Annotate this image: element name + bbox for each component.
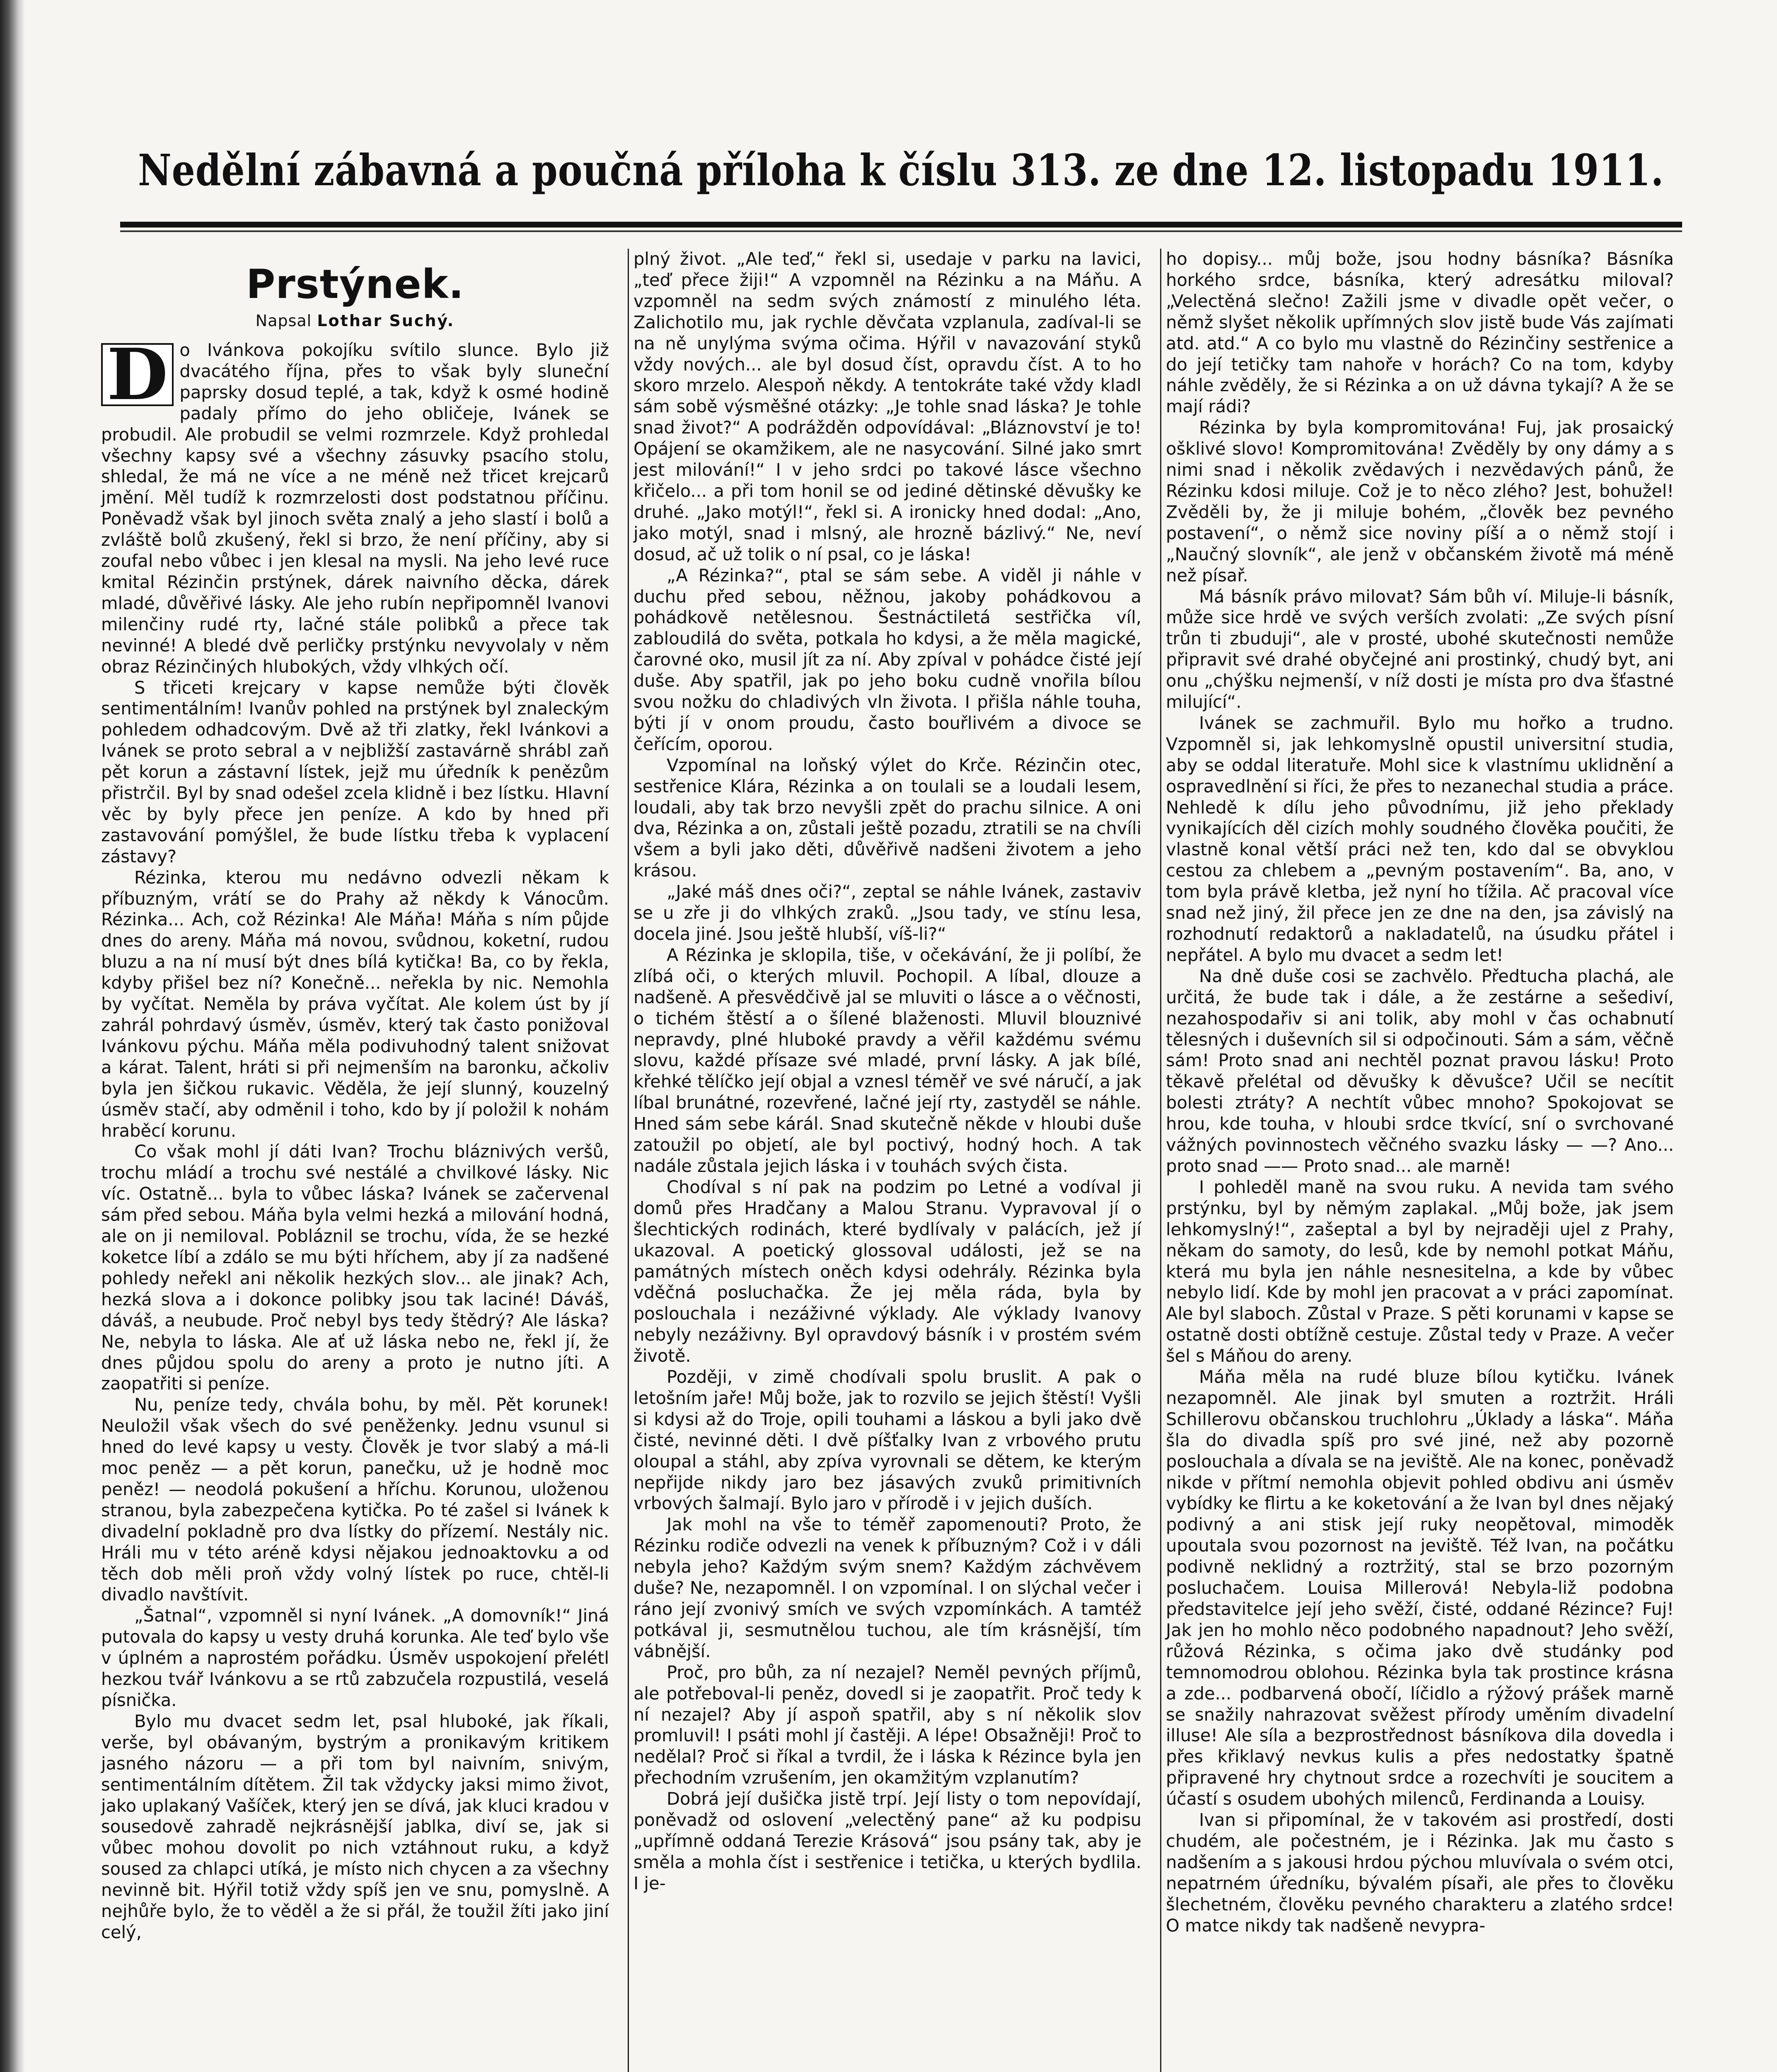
- paragraph-text: Máňa měla na rudé bluze bílou kytičku. Ivánek nezapomněl. Ale jinak byl smuten a roztržit. Hráli Schillerovu občanskou truchlohru „Úklady a láska“. Máňa šla do divadla spíš pro své jiné, než aby pozorně poslouchala a dívala se na jeviště. Ale na konec, poněvadž nikde v přítmí nemohla objevit pohled obdivu ani úsměv vybídky ke flirtu a ke koketování a že Ivan byl dnes nějaký podivný a ani stisk její ruky neopětoval, mimoděk upoutala svou pozornost na jeviště. Též Ivan, na počátku podivně neklidný a roztržitý, stal se brzo pozorným posluchačem. Louisa Millerová! Nebyla-liž podobna představitelce její jeho svěží, čisté, oddané Rézince? Fuj! Jak jen ho mohlo něco podobného napadnout? Jeho svěží, růžová Rézinka, s očima jako dvě studánky pod temnomodrou oblohou. Rézinka byla tak prostince krásna a zde... podbarvená obočí, líčidlo a rýžový prášek marně se snažily nahrazovat svěžest přírody uměním divadelní illuse! Ale síla a bezprostřednost básníkova dila dovedla i přes křiklavý nevkus kulis a přes nedostatky špatně připravené hry chytnout srdce a rozechvíti je soucitem a účastí s osudem ubohých milenců, Ferdinanda a Louisy.: [1166, 1367, 1674, 1809]
- byline-prefix: Napsal: [255, 312, 312, 330]
- paragraph-text: Bylo mu dvacet sedm let, psal hluboké, jak říkali, verše, byl obávaným, bystrým a pronikavým kritikem jasného názoru — a při tom byl naivním, snivým, sentimentálním dítětem. Žil tak vždycky jaksi mimo život, jako uplakaný Vašíček, který jen se dívá, jak kluci kradou v sousedově zahradě nejkrásnější jablka, diví se, jak si vůbec mohou dovolit po nich vztáhnout ruku, a když soused za chlapci utíká, je místo nich chycen a za všechny nevinně bit. Hýřil totiž vždy spíš jen ve snu, pomyslně. A nejhůře bylo, že to věděl a že si přál, že toužil žíti jako jiní celý,: [101, 1711, 609, 1942]
- paragraph-text: Na dně duše cosi se zachvělo. Předtucha plachá, ale určitá, že bude tak i dále, a že zestárne a sešediví, nezahospodařiv si ani tolik, aby mohl v čas ochabnutí tělesných i duševních sil si odpočinouti. Sám a sám, věčně sám! Proto snad ani nechtěl poznat pravou lásku! Proto těkavě přelétal od děvušky k děvušce? Učil se necítit bolesti ztráty? A nechtít vůbec mnoho? Spokojovat se hrou, kde touha, v hloubi srdce tkvící, sní o svrchované vážných povinnostech věčného svazku lásky — —? Ano... proto snad —— Proto snad... ale marně!: [1166, 966, 1674, 1176]
- byline: [101, 312, 609, 330]
- paragraph: [1166, 1367, 1674, 1810]
- column-1-body: [95, 261, 609, 1943]
- paragraph-text: Jak mohl na vše to téměř zapomenouti? Proto, že Rézinku rodiče odvezli na venek k příbuzným? Což i v dáli nebyla jeho? Každým svým snem? Každým záchvěvem duše? Ne, nezapomněl. I on vzpomínal. I on slýchal večer i ráno její zvonivý smích ve svých vzpomínkách. A tamtéž potkával ji, sesmutnělou tuchou, ale tím krásnější, tím vábnější.: [633, 1514, 1141, 1661]
- supplement-header: [124, 137, 1678, 203]
- paragraph-text: A Rézinka je sklopila, tiše, v očekávání, že ji políbí, že zlíbá oči, o kterých mluvil. Pochopil. A líbal, dlouze a nadšeně. A přesvědčivě jal se mluviti o lásce a o věčnosti, o tichém štěstí a o šílené blaženosti. Mluvil blouznivé nepravdy, plné hluboké pravdy a věřil každému svému slovu, každé přísaze své mladé, první lásky. A jak bílé, křehké tělíčko její objal a vznesl téměř ve své náručí, a jak líbal brunátné, rozevřené, lačné její rty, zastyděl se náhle. Hned sám sebe kárál. Snad skutečně někde v hloubi duše zatoužil po objetí, ale byl poctivý, hodný hoch. A tak nadále zůstala jejich láska i v touhách svých čista.: [633, 944, 1141, 1176]
- paragraph-text: Má básník právo milovat? Sám bůh ví. Miluje-li básník, může sice hrdě ve svých verších zvolati: „Ze svých písní trůn ti zbuduji“, ale v prosté, ubohé skutečnosti nemůže připravit své drahé obyčejné ani prostinký, chudý byt, ani onu „chýšku nejmenší, v níž dosti je místa pro dva šťastné milující“.: [1166, 586, 1674, 712]
- story-title: Prstýnek.: [246, 261, 464, 307]
- paragraph-text: Rézinka by byla kompromitována! Fuj, jak prosaický ošklivé slovo! Kompromitována! Zvěděly by ony dámy a s nimi snad i několik zvědavých i nezvědavých pánů, že Rézinku kdosi miluje. Což je to něco zlého? Jest, bohužel! Zvěděli by, že ji miluje bohém, „člověk bez pevného postavení“, o němž sice noviny píší a o němž stojí i „Naučný slovník“, ale jenž v občanském životě má méně než písař.: [1166, 417, 1674, 586]
- scan-edge: [0, 0, 25, 2072]
- paragraph: [101, 867, 609, 1142]
- paragraph-text: Později, v zimě chodívali spolu bruslit. A pak o letošním jaře! Můj bože, jak to rozvilo se jejich štěstí! Vyšli si kdysi až do Troje, opili touhami a láskou a byli jako dvě čisté, nevinné děti. I dvě píšťalky Ivan z vrbového prutu oloupal a stáhl, aby zpíva vyrovnali se dětem, ke kterým nepřijde nikdy jaro bez jásavých zvuků primitivních vrbových šalmají. Bylo jaro v přírodě i v jejich duších.: [633, 1367, 1141, 1514]
- paragraph: [633, 1789, 1141, 1894]
- paragraph: [633, 1177, 1141, 1367]
- paragraph-text: plný život. „Ale teď,“ řekl si, usedaje v parku na lavici, „teď přece žiji!“ A vzpomněl na Rézinku a na Máňu. A vzpomněl na sedm svých známostí z minulého léta. Zalichotilo mu, jak rychle děvčata vzplanula, zadíval-li se na ně unylýma svýma očima. Hýřil v navazování styků vždy nových... ale byl dosud číst, opravdu číst. A to ho skoro mrzelo. Alespoň někdy. A tentokráte také vždy kladl sám sobě výsměšné otázky: „Je tohle snad láska? Je tohle snad život?“ A podrážděn odpovídával: „Bláznovství je to! Opájení se okamžikem, ale ne nasycování. Silné jako smrt jest milování!“ I v jeho srdci po takové lásce všechno křičelo... a při tom honil se od jediné dětinské děvušky ke druhé. „Jako motýl!“, řekl si. A ironicky hned dodal: „Ano, jako motýl, snad i mlsný, ale hrozně bázlivý.“ Ne, neví dosud, ač už tolik o ní psal, co je láska!: [633, 249, 1141, 564]
- paragraph: [101, 1711, 609, 1943]
- header-rule: [120, 222, 1682, 228]
- column-2: [628, 249, 1141, 2072]
- paragraph: [1166, 586, 1674, 713]
- paragraph: [1166, 417, 1674, 586]
- column-3-body: [1160, 249, 1674, 1936]
- supplement-title: Nedělní zábavná a poučná příloha k číslu 313. ze dne 12. listopadu 1911.: [138, 144, 1664, 196]
- author-name: Lothar Suchý.: [317, 312, 455, 330]
- paragraph: [101, 1394, 609, 1605]
- header-rule-thin: [120, 230, 1682, 232]
- paragraph-text: Co však mohl jí dáti Ivan? Trochu bláznivých veršů, trochu mládí a trochu své nestálé a chvilkové lásky. Nic víc. Ostatně... byla to vůbec láska? Ivánek se začervenal sám před sebou. Máňa byla velmi hezká a milování hodná, ale on ji nemiloval. Pobláznil se trochu, vída, že se hezké koketce líbí a zdálo se mu býti hříchem, aby jí za nadšené pohledy neřekl ani několik hezkých slov... ale jinak? Ach, hezká slova a i dokonce polibky jsou tak laciné! Dáváš, dáváš, a neubude. Proč nebyl bys tedy štědrý? Ale láska? Ne, nebyla to láska. Ale ať už láska nebo ne, řekl jí, že dnes půjdou spolu do areny a proto je nutno jíti. A zaopatřiti si peníze.: [101, 1141, 609, 1394]
- paragraph: [101, 678, 609, 867]
- column-2-body: [628, 249, 1141, 1894]
- paragraph-text: o Ivánkova pokojíku svítilo slunce. Bylo již dvacátého října, přes to však byly sluneční paprsky dosud teplé, a tak, když k osmé hodině padaly přímo do jeho obličeje, Ivánek se probudil. Ale probudil se velmi rozmrzele. Když prohledal všechny kapsy své a všechny zásuvky psacího stolu, shledal, že má ne více a ne méně než třicet krejcarů jmění. Měl tudíž k rozmrzelosti dost podstatnou příčinu. Poněvadž však byl jinoch světa znalý a jeho slastí i bolů a zvláště bolů zkušený, řekl si brzo, že není příčiny, aby si zoufal nebo vůbec i jen klesal na mysli. Na jeho levé ruce kmital Rézinčin prstýnek, dárek naivního děcka, dárek mladé, důvěřivé lásky. Ale jeho rubín nepřipomněl Ivanovi milenčiny rudé rty, lačné stále polibků a přece tak nevinné! A bledé dvě perličky prstýnku nevyvolaly v něm obraz Rézinčiných hlubokých, vždy vlhkých očí.: [101, 340, 609, 677]
- paragraph-text: Dobrá její dušička jistě trpí. Její listy o tom nepovídají, poněvadž od oslovení „velectěný pane“ až ku podpisu „upřímně oddaná Terezie Krásová“ jsou psány tak, aby je směla a mohla číst i sestřenice i tetička, u kterých bydlila. I je-: [633, 1789, 1141, 1893]
- paragraph: [633, 881, 1141, 945]
- paragraph-text: Ivánek se zachmuřil. Bylo mu hořko a trudno. Vzpomněl si, jak lehkomyslně opustil universitní studia, aby se oddal literatuře. Mohl sice k vlastnímu uklidnění a ospravedlnění si říci, že přes to nezanechal studia a práce. Nehledě k dílu jeho původnímu, již jeho překlady vynikajících děl cizích mohly soudného člověka poučiti, že vlastně konal větší práci než ten, kdo dal se obvyklou cestou za chlebem a „pevným postavením“. Ba, ano, v tom byla právě kletba, jež nyní ho tížila. Ač pracoval více snad než jiný, žil přece jen ze dne na den, jsa závislý na rozhodnutí redaktorů a nakladatelů, na úsudku přátel i nepřátel. A bylo mu dvacet a sedm let!: [1166, 712, 1674, 965]
- text-columns: [95, 249, 1674, 2072]
- paragraph-text: „Jaké máš dnes oči?“, zeptal se náhle Ivánek, zastaviv se u zře ji do vlhkých zraků. „Jsou tady, ve stínu lesa, docela jiné. Jsou ještě hlubší, víš-li?“: [633, 881, 1141, 944]
- paragraph-text: Ivan si připomínal, že v takovém asi prostředí, dosti chudém, ale počestném, je i Rézinka. Jak mu často s nadšením a s jakousi hrdou pýchou mluvívala o svém otci, nepatrném úředníku, bývalém písaři, ale přes to člověku šlechetném, člověku pevného charakteru a zlatého srdce! O matce nikdy tak nadšeně nevypra-: [1166, 1810, 1674, 1936]
- drop-cap: D: [101, 343, 174, 406]
- paragraph-text: Nu, peníze tedy, chvála bohu, by měl. Pět korunek! Neuložil však všech do své peněženky. Jednu vsunul si hned do levé kapsy u vesty. Člověk je tvor slabý a má-li moc peněz — a pět korun, panečku, už je hodně moc peněz! — neodolá pokušení a hříchu. Korunou, uloženou stranou, byla zabezpečena kytička. Po té zašel si Ivánek k divadelní pokladně pro dva lístky do přízemí. Nestály nic. Hráli mu v této aréně kdysi nějakou jednoaktovku a od těch dob měli proň vždy volný lístek po ruce, chtěl-li divadlo navštívit.: [101, 1394, 609, 1605]
- paragraph-text: „A Rézinka?“, ptal se sám sebe. A viděl ji náhle v duchu před sebou, něžnou, jakoby pohádkovou a pohádkově netělesnou. Šestnáctiletá sestřička víl, zabloudilá do světa, potkala ho kdysi, a že měla magické, čarovné oko, musil jít za ní. Aby zpíval v pohádce čisté její duše. Aby spatřil, jak po jeho boku cudně vnořila bílou svou nožku do chladivých vln života. I přišla náhle touha, býti jí v onom proudu, často bouřlivém a divoce se čeřícím, oporou.: [633, 565, 1141, 754]
- paragraph: [101, 1605, 609, 1711]
- paragraph-text: Proč, pro bůh, za ní nezajel? Neměl pevných příjmů, ale potřeboval-li peněz, dovedl si je zaopatřit. Proč tedy k ní nezajel? Aby jí aspoň spatřil, aby s ní několik slov promluvil! I psáti mohl jí častěji. A lépe! Obsažněji! Proč to nedělal? Proč si říkal a tvrdil, že i láska k Rézince byla jen přechodním vzrušením, jen okamžitým vzplanutím?: [633, 1662, 1141, 1788]
- paragraph: [633, 755, 1141, 881]
- paragraph: [633, 1514, 1141, 1662]
- column-1: [95, 249, 609, 2072]
- paragraph-text: I pohleděl maně na svou ruku. A nevida tam svého prstýnku, byl by němým zaplakal. „Můj bože, jak jsem lehkomyslný!“, zašeptal a byl by nejraději ujel z Prahy, někam do samoty, do lesů, kde by nemohl potkat Máňu, která mu byla jen náhle nesnesitelna, a kde by vůbec nebylo lidí. Kde by mohl jen pracovat a v práci zapomínat. Ale byl slaboch. Zůstal v Praze. S pěti korunami v kapse se ostatně dosti obtížně cestuje. Zůstal tedy v Praze. A večer šel s Máňou do areny.: [1166, 1176, 1674, 1366]
- paragraph: [633, 1662, 1141, 1789]
- paragraph: [633, 1367, 1141, 1514]
- paragraph: [1166, 1177, 1674, 1367]
- column-3: [1160, 249, 1674, 2072]
- paragraph: [1166, 713, 1674, 966]
- paragraph-text: ho dopisy... můj bože, jsou hodny básníka? Básníka horkého srdce, básníka, který adresátku miloval? „Velectěná slečno! Zažili jsme v divadle opět večer, o němž slyšet několik upřímných slov jistě bude Vás zajímati atd. atd.“ A co bylo mu vlastně do Rézinčiny sestřenice a do její tetičky tam nahoře v horách? Co na tom, kdyby náhle zvěděly, že si Rézinka a on už dávna tykají? A že se mají rádi?: [1166, 249, 1674, 417]
- paragraph: [633, 565, 1141, 755]
- paragraph-text: „Šatnal“, vzpomněl si nyní Ivánek. „A domovník!“ Jiná putovala do kapsy u vesty druhá korunka. Ale teď bylo vše v úplném a naprostém pořádku. Úsměv uspokojení přelétl hezkou tvář Ivánkovu a se rtů zabzučela rozpustilá, veselá písnička.: [101, 1605, 609, 1710]
- paragraph: [101, 333, 609, 678]
- paragraph: [1166, 249, 1674, 417]
- paragraph: [1166, 966, 1674, 1177]
- paragraph: [1166, 1810, 1674, 1936]
- paragraph-text: Vzpomínal na loňský výlet do Krče. Rézinčin otec, sestřenice Klára, Rézinka a on toulali se a loudali lesem, loudali, aby tak brzo nevyšli zpět do prachu silnice. A oni dva, Rézinka a on, zůstali ještě pozadu, ztratili se na chvíli všem a byli jako děti, důvěřivě nadšeni životem a jeho krásou.: [633, 755, 1141, 881]
- paragraph-text: Chodíval s ní pak na podzim po Letné a vodíval ji domů přes Hradčany a Malou Stranu. Vypravoval jí o šlechtických rodinách, které bydlívaly v palácích, jež jí ukazoval. A poetický glossoval události, jež se na památných místech oněch kdysi odehrály. Rézinka byla vděčná posluchačka. Že jej měla ráda, byla by poslouchala i nezáživné výklady. Ale výklady Ivanovy nebyly nezáživny. Byl opravdový básník i v prostém svém životě.: [633, 1176, 1141, 1366]
- paragraph: [101, 1141, 609, 1394]
- paragraph-text: S třiceti krejcary v kapse nemůže býti člověk sentimentálním! Ivanův pohled na prstýnek byl znaleckým pohledem odhadcovým. Dvě až tři zlatky, řekl Ivánkovi a Ivánek se proto sebral a v nejbližší zastavárně shrábl zaň pět korun a zástavní lístek, jejž mu úředník k penězům přistrčil. Byl by snad odešel zcela klidně i bez lístku. Hlavní věc by byly přece jen peníze. A kdo by hned při zastavování pomýšlel, že bude lístku třeba k vyplacení zástavy?: [101, 677, 609, 867]
- paragraph: [633, 945, 1141, 1177]
- paragraph: [633, 249, 1141, 565]
- paragraph-text: Rézinka, kterou mu nedávno odvezli někam k příbuzným, vrátí se do Prahy až někdy k Vánocům. Rézinka... Ach, což Rézinka! Ale Máňa! Máňa s ním půjde dnes do areny. Máňa má novou, svůdnou, koketní, rudou bluzu a na ní musí být dnes bílá kytička! Ba, co by řekla, kdyby přišel bez ní? Konečně... neřekla by nic. Nemohla by vyčítat. Neměla by práva vyčítat. Ale kolem úst by jí zahrál pohrdavý úsměv, úsměv, který tak často ponižoval Ivánkovu pýchu. Máňa měla podivuhodný talent snižovat a kárat. Talent, hráti si při nejmenším na baronku, ačkoliv byla jen šičkou rukavic. Věděla, že její slunný, kouzelný úsměv stačí, aby odměnil i toho, kdo by jí položil k nohám hraběcí korunu.: [101, 867, 609, 1141]
